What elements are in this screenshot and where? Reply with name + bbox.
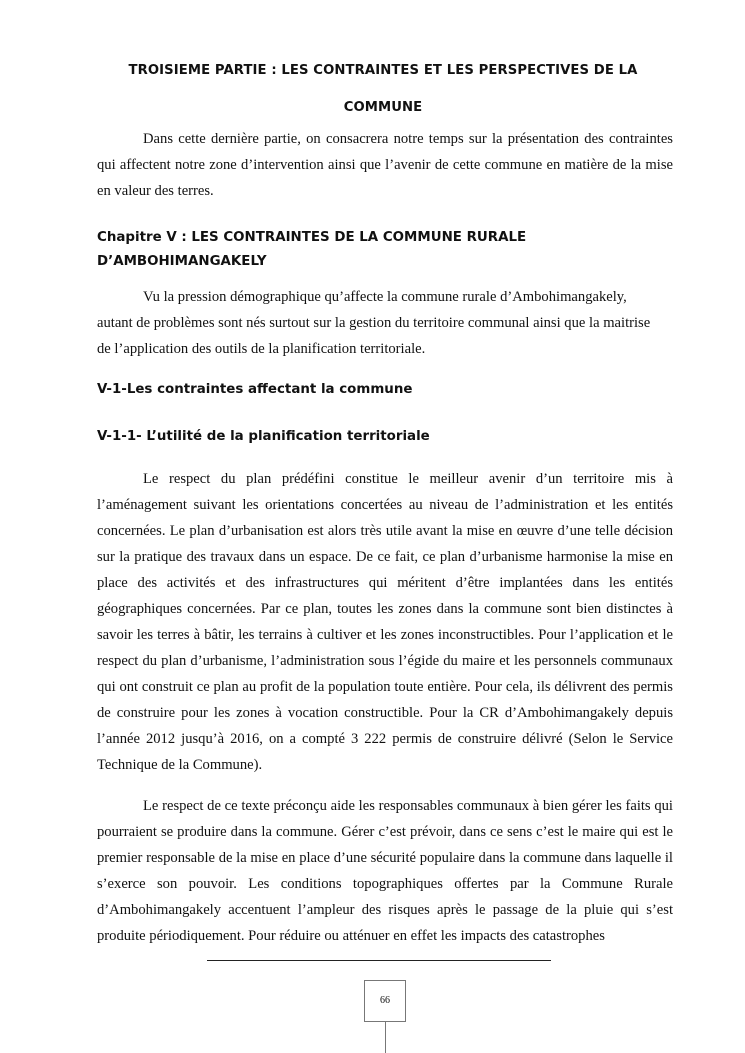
chapter-paragraph <box>97 284 673 362</box>
section-heading: V-1-Les contraintes affectant la commune <box>97 382 413 397</box>
chapter-paragraph-line-3: de l’application des outils de la planification territoriale. <box>97 341 426 357</box>
body-paragraph-planning <box>97 466 673 778</box>
part-title <box>90 52 676 126</box>
chapter-paragraph-line-1: Vu la pression démographique qu’affecte la commune rurale d’Ambohimangakely, <box>143 289 627 305</box>
page-number-stem <box>385 1022 386 1053</box>
part-title-line-1: TROISIEME PARTIE : LES CONTRAINTES ET LES PERSPECTIVES DE LA <box>128 63 638 78</box>
subsection-heading: V-1-1- L’utilité de la planification territoriale <box>97 429 430 444</box>
chapter-paragraph-line-2: autant de problèmes sont nés surtout sur la gestion du territoire communal ainsi que la maitrise <box>97 315 651 331</box>
chapter-heading-line-1: Chapitre V : LES CONTRAINTES DE LA COMMUNE RURALE <box>97 230 527 245</box>
body-paragraph-management <box>97 793 673 949</box>
intro-paragraph-text: Dans cette dernière partie, on consacrera notre temps sur la présentation des contraintes qui affectent notre zone d’intervention ainsi que l’avenir de cette commune en matière de la mise en valeur des terres. <box>97 131 673 199</box>
footer-rule <box>207 960 551 961</box>
part-title-line-2: COMMUNE <box>343 100 423 115</box>
intro-paragraph <box>97 126 673 204</box>
chapter-heading <box>97 226 677 274</box>
body-paragraph-planning-text: Le respect du plan prédéfini constitue le meilleur avenir d’un territoire mis à l’aménagement suivant les orientations concertées au niveau de l’administration et les entités concernées. Le plan d’urbanisation est alors très utile avant la mise en œuvre d’une telle décision sur la pratique des travaux dans un espace. De ce fait, ce plan d’urbanisme harmonise la mise en place des activités et des infrastructures qui méritent d’être implantées dans les entités géographiques concernées. Par ce plan, toutes les zones dans la commune sont bien distinctes à savoir les terres à bâtir, les terrains à cultiver et les zones inconstructibles. Pour l’application et le respect du plan d’urbanisme, l’administration sous l’égide du maire et les personnels communaux qui ont construit ce plan au profit de la population toute entière. Pour cela, ils délivrent des permis de construire pour les zones à vocation constructible. Pour la CR d’Ambohimangakely depuis l’année 2012 jusqu’à 2016, on a compté 3 222 permis de construire délivré (Selon le Service Technique de la Commune). <box>97 471 673 773</box>
body-paragraph-management-text: Le respect de ce texte préconçu aide les responsables communaux à bien gérer les faits qui pourraient se produire dans la commune. Gérer c’est prévoir, dans ce sens c’est le maire qui est le premier responsable de la mise en place d’une sécurité populaire dans la commune dans laquelle il s’exerce son pouvoir. Les conditions topographiques offertes par la Commune Rurale d’Ambohimangakely accentuent l’ampleur des risques après le passage de la pluie qui s’est produite périodiquement. Pour réduire ou atténuer en effet les impacts des catastrophes <box>97 798 673 944</box>
page-number: 66 <box>364 980 406 1022</box>
chapter-heading-line-2: D’AMBOHIMANGAKELY <box>97 254 267 269</box>
